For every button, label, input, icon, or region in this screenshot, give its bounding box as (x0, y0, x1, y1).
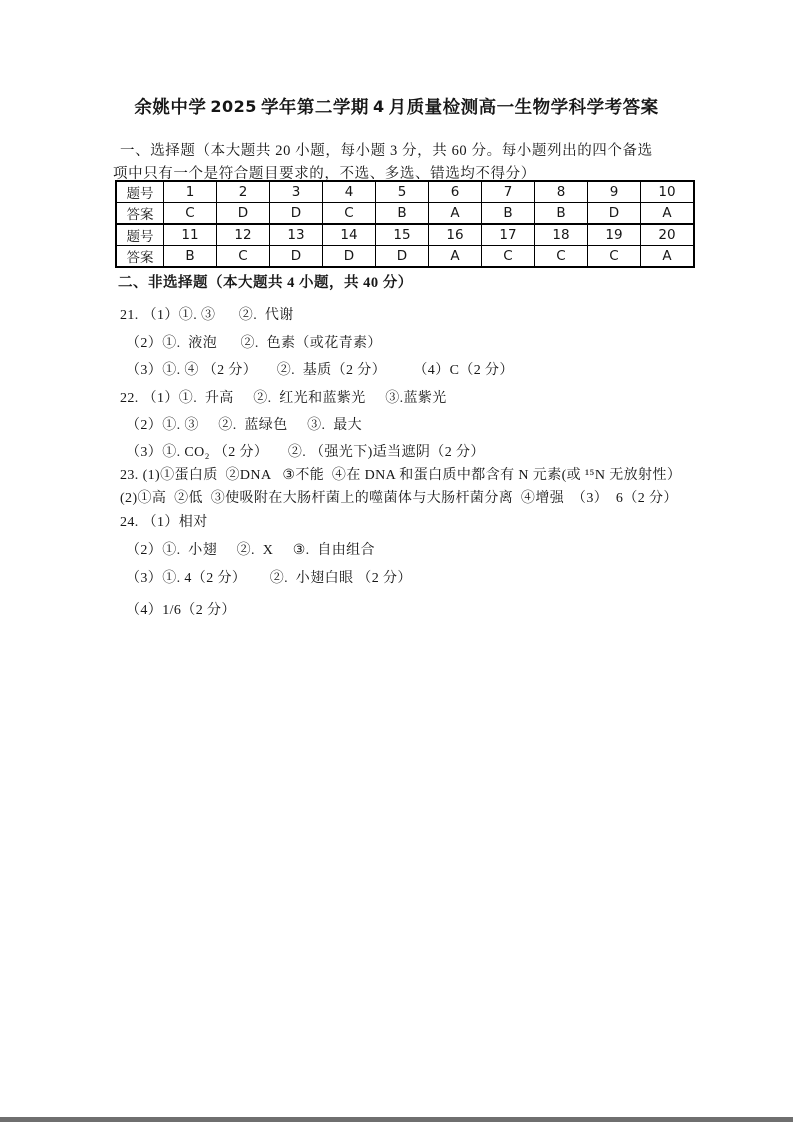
table-cell: 13 (270, 224, 323, 246)
table-cell: D (376, 246, 429, 268)
answer-table (115, 180, 695, 268)
answer-line-23-1: 23. (1)①蛋白质 ②DNA ③不能 ④在 DNA 和蛋白质中都含有 N 元素(或 ¹⁵N 无放射性） (120, 468, 682, 483)
section1-heading-line2: 项中只有一个是符合题目要求的，不选、多选、错选均不得分） (113, 166, 536, 182)
table-cell: C (588, 246, 641, 268)
table-row (116, 246, 694, 268)
table-cell: 17 (482, 224, 535, 246)
table-row (116, 224, 694, 246)
answer-line-22-1: 22. （1）①. 升高 ②. 红光和蓝紫光 ③.蓝紫光 (120, 391, 447, 406)
table-cell: C (482, 246, 535, 268)
title-school: 余姚中学 (134, 97, 207, 117)
table-row (116, 203, 694, 225)
table-cell: 8 (535, 181, 588, 203)
table-cell: 12 (217, 224, 270, 246)
table-cell: 16 (429, 224, 482, 246)
table-cell: 10 (641, 181, 695, 203)
table-cell: 5 (376, 181, 429, 203)
title-month: 4 (372, 96, 385, 116)
table-cell: C (217, 246, 270, 268)
answer-line-21-1: 21. （1）①. ③ ②. 代谢 (120, 308, 294, 323)
table-cell: B (535, 203, 588, 225)
table-cell: D (270, 203, 323, 225)
table-cell: A (641, 246, 695, 268)
table-cell: D (217, 203, 270, 225)
table-cell: 11 (164, 224, 217, 246)
table-cell: A (429, 246, 482, 268)
page-bottom-divider (0, 1117, 793, 1122)
table-cell: D (270, 246, 323, 268)
section2-heading: 二、非选择题（本大题共 4 小题，共 40 分） (118, 275, 413, 291)
table-cell: 18 (535, 224, 588, 246)
table-cell: 1 (164, 181, 217, 203)
table-cell: 9 (588, 181, 641, 203)
row-label-cell: 答案 (116, 203, 164, 225)
table-cell: B (376, 203, 429, 225)
answer-line-24-2: （2）①. 小翅 ②. X ③. 自由组合 (126, 543, 375, 558)
table-cell: A (429, 203, 482, 225)
title-year: 2025 (210, 96, 257, 116)
table-cell: 14 (323, 224, 376, 246)
page-title (0, 94, 793, 121)
table-cell: 15 (376, 224, 429, 246)
answer-line-24-3: （3）①. 4（2 分） ②. 小翅白眼 （2 分） (126, 571, 412, 586)
answer-line-21-3: （3）①. ④ （2 分） ②. 基质（2 分） （4）C（2 分） (126, 363, 514, 378)
answer-line-21-2: （2）①. 液泡 ②. 色素（或花青素） (126, 336, 382, 351)
answer-line-23-2: (2)①高 ②低 ③使吸附在大肠杆菌上的噬菌体与大肠杆菌分离 ④增强 （3） 6（2 分） (120, 491, 678, 506)
table-cell: 2 (217, 181, 270, 203)
table-cell: 19 (588, 224, 641, 246)
table-cell: D (588, 203, 641, 225)
answer-line-22-3: （3）①. CO₂ （2 分） ②. （强光下)适当遮阴（2 分） (126, 445, 485, 460)
row-label-cell: 题号 (116, 224, 164, 246)
row-label-cell: 题号 (116, 181, 164, 203)
table-row (116, 181, 694, 203)
table-cell: 3 (270, 181, 323, 203)
table-cell: 7 (482, 181, 535, 203)
table-cell: C (323, 203, 376, 225)
row-label-cell: 答案 (116, 246, 164, 268)
answer-line-24-4: （4）1/6（2 分） (126, 603, 236, 618)
table-cell: 20 (641, 224, 695, 246)
section1-heading-line1: 一、选择题（本大题共 20 小题，每小题 3 分，共 60 分。每小题列出的四个备选 (120, 143, 653, 159)
answer-line-22-2: （2）①. ③ ②. 蓝绿色 ③. 最大 (126, 418, 362, 433)
title-subject: 月质量检测高一生物学科学考答案 (388, 97, 659, 117)
table-cell: D (323, 246, 376, 268)
table-cell: 6 (429, 181, 482, 203)
table-cell: C (164, 203, 217, 225)
table-cell: 4 (323, 181, 376, 203)
answer-line-24-1: 24. （1）相对 (120, 515, 208, 530)
table-cell: A (641, 203, 695, 225)
table-cell: B (164, 246, 217, 268)
title-term: 学年第二学期 (260, 97, 369, 117)
table-cell: B (482, 203, 535, 225)
table-cell: C (535, 246, 588, 268)
